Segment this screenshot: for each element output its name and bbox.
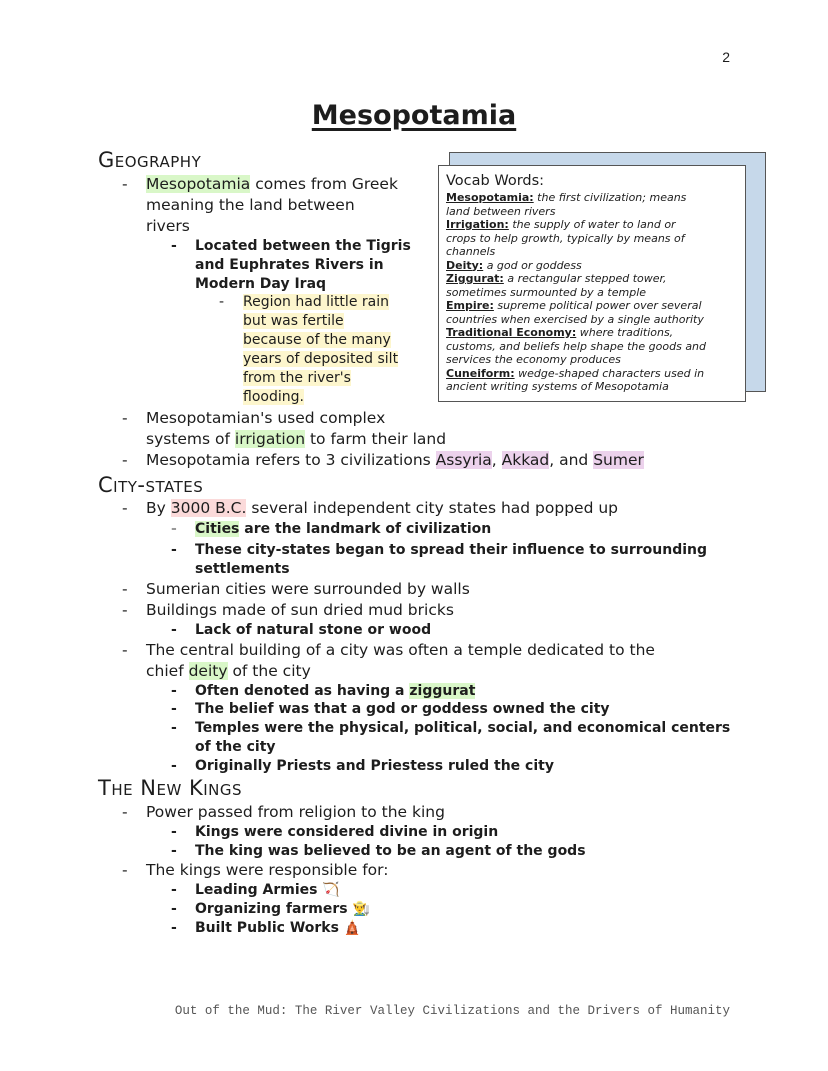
vocab-definition: supreme political power over several — [493, 299, 702, 312]
list-text: several independent city states had popped up — [246, 499, 619, 517]
list-text: By — [146, 499, 171, 517]
list-item — [122, 860, 389, 881]
bullet-dash: - — [171, 824, 177, 840]
highlight-text: years of deposited silt — [243, 351, 399, 367]
vocab-entry — [446, 367, 745, 381]
list-text: Sumerian cities were surrounded by walls — [146, 580, 470, 598]
bullet-dash: - — [219, 294, 225, 310]
highlight-term: ziggurat — [409, 683, 476, 699]
list-item — [171, 919, 362, 938]
list-text: of the city — [227, 662, 311, 680]
page-number: 2 — [722, 49, 730, 65]
list-text: , and — [549, 451, 594, 469]
list-text: systems of — [146, 430, 235, 448]
list-text-line — [243, 369, 351, 388]
vocab-definition-line: land between rivers — [446, 204, 556, 218]
vocab-definition-line: channels — [446, 245, 496, 258]
page-footer: Out of the Mud: The River Valley Civilizations and the Drivers of Humanity — [174, 1004, 730, 1018]
list-item — [171, 881, 340, 900]
list-text: Built Public Works — [195, 920, 344, 936]
bullet-dash: - — [171, 238, 177, 254]
list-text: Lack of natural stone or wood — [195, 622, 432, 638]
list-item — [171, 823, 499, 842]
bullet-dash: - — [122, 641, 128, 659]
list-item — [171, 719, 731, 738]
highlight-text: flooding. — [243, 389, 304, 405]
list-item — [171, 520, 492, 539]
list-item — [219, 293, 389, 312]
list-text: , — [491, 451, 502, 469]
bullet-dash: - — [171, 843, 177, 859]
vocab-entry — [446, 299, 745, 313]
bullet-dash: - — [171, 701, 177, 717]
list-item — [122, 802, 445, 823]
temple-icon: 🛕 — [343, 920, 362, 936]
highlight-text: but was fertile — [243, 313, 344, 329]
list-text: Temples were the physical, political, social, and economical centers — [195, 720, 731, 736]
bullet-dash: - — [122, 409, 128, 427]
vocab-term: Traditional Economy: — [446, 326, 577, 339]
section-heading-new-kings: The New Kings — [98, 776, 243, 800]
highlight-term: irrigation — [234, 430, 306, 448]
bullet-dash: - — [122, 175, 128, 193]
list-item — [171, 237, 411, 256]
bullet-dash: - — [171, 901, 177, 917]
highlight-civilization: Sumer — [593, 451, 644, 469]
highlight-text: Region had little rain — [243, 294, 389, 310]
list-text-line: meaning the land between — [146, 196, 355, 214]
list-text: chief — [146, 662, 189, 680]
bullet-dash: - — [122, 861, 128, 879]
bullet-dash: - — [171, 882, 177, 898]
list-text-line — [243, 388, 304, 407]
list-text-line — [146, 661, 311, 682]
vocab-entry — [446, 259, 745, 273]
highlight-term: Cities — [195, 521, 240, 537]
vocab-box — [438, 165, 746, 402]
farmer-icon: 👨‍🌾 — [352, 901, 370, 917]
list-item — [122, 579, 470, 600]
bullet-dash: - — [122, 601, 128, 619]
vocab-definition-line: services the economy produces — [446, 353, 621, 366]
vocab-definition: where traditions, — [576, 326, 674, 339]
list-text-line — [146, 429, 446, 450]
vocab-entry — [446, 272, 745, 286]
vocab-entry — [446, 326, 745, 340]
list-item — [122, 498, 619, 519]
vocab-term: Irrigation: — [446, 218, 509, 231]
vocab-term: Empire: — [446, 299, 494, 312]
vocab-definition: the supply of water to land or — [508, 218, 676, 231]
highlight-date: 3000 B.C. — [170, 499, 247, 517]
bullet-dash: - — [122, 451, 128, 469]
vocab-definition-line: ancient writing systems of Mesopotamia — [446, 380, 669, 393]
bullet-dash: - — [171, 920, 177, 936]
list-text: These city-states began to spread their influence to surrounding — [195, 542, 708, 558]
list-text: The belief was that a god or goddess owned the city — [195, 701, 610, 717]
vocab-entry — [446, 191, 745, 205]
bullet-dash: - — [122, 580, 128, 598]
list-item — [171, 900, 370, 919]
vocab-heading: Vocab Words: — [446, 173, 545, 189]
highlight-term: Mesopotamia — [146, 175, 251, 193]
list-text: The king was believed to be an agent of the gods — [195, 843, 586, 859]
list-item — [171, 541, 708, 560]
section-heading-geography: Geography — [98, 148, 202, 172]
vocab-definition-line: customs, and beliefs help shape the goods and — [446, 339, 707, 353]
highlight-civilization: Akkad — [501, 451, 550, 469]
vocab-definition-line: crops to help growth, typically by means of — [446, 231, 685, 245]
vocab-definition: wedge-shaped characters used in — [514, 366, 705, 380]
list-item — [122, 174, 398, 195]
list-text: Originally Priests and Priestess ruled the city — [195, 758, 554, 774]
list-text: are the landmark of civilization — [239, 521, 492, 537]
list-item — [122, 600, 454, 621]
list-text-line: of the city — [195, 739, 276, 755]
section-heading-city-states: City-states — [98, 473, 204, 497]
list-item — [122, 450, 644, 471]
list-text: comes from Greek — [250, 175, 398, 193]
vocab-term: Deity: — [446, 258, 484, 272]
list-item — [122, 640, 655, 661]
list-text: The kings were responsible for: — [146, 861, 389, 879]
highlight-text: from the river's — [243, 370, 351, 386]
list-item — [171, 621, 432, 640]
list-text: The central building of a city was often a temple dedicated to the — [146, 641, 655, 659]
list-item — [122, 408, 386, 429]
bullet-dash: - — [171, 720, 177, 736]
list-item — [171, 757, 554, 776]
list-text-line: settlements — [195, 561, 290, 577]
list-item — [171, 682, 476, 701]
vocab-definition: the first civilization; means — [533, 191, 687, 204]
list-text: Power passed from religion to the king — [146, 803, 445, 821]
list-text: to farm their land — [305, 430, 447, 448]
vocab-definition: a rectangular stepped tower, — [503, 272, 667, 285]
list-text-line: and Euphrates Rivers in — [195, 257, 384, 273]
vocab-term: Ziggurat: — [446, 272, 504, 285]
bullet-dash: - — [122, 803, 128, 821]
bullet-dash: - — [122, 499, 128, 517]
vocab-entry — [446, 218, 745, 232]
vocab-definition-line: countries when exercised by a single authority — [446, 312, 704, 326]
list-text: Often denoted as having a — [195, 683, 410, 699]
list-text: Mesopotamian's used complex — [146, 409, 386, 427]
list-text-line — [243, 350, 398, 369]
list-text: Located between the Tigris — [195, 238, 411, 254]
highlight-text: because of the many — [243, 332, 391, 348]
list-text-line: rivers — [146, 217, 190, 235]
list-text: Mesopotamia refers to 3 civilizations — [146, 451, 436, 469]
list-text: Leading Armies — [195, 882, 323, 898]
vocab-definition-line: sometimes surmounted by a temple — [446, 285, 647, 299]
list-text: Buildings made of sun dried mud bricks — [146, 601, 454, 619]
list-text-line — [243, 312, 344, 331]
bullet-dash: - — [171, 683, 177, 699]
list-item — [171, 842, 586, 861]
bow-and-arrow-icon: 🏹 — [322, 882, 340, 898]
bullet-dash: - — [171, 521, 177, 537]
highlight-civilization: Assyria — [435, 451, 492, 469]
bullet-dash: - — [171, 542, 177, 558]
list-item — [171, 700, 610, 719]
vocab-definition: a god or goddess — [483, 258, 582, 272]
bullet-dash: - — [171, 758, 177, 774]
list-text: Organizing farmers — [195, 901, 353, 917]
bullet-dash: - — [171, 622, 177, 638]
highlight-term: deity — [188, 662, 228, 680]
page-title: Mesopotamia — [311, 100, 517, 131]
vocab-term: Mesopotamia: — [446, 191, 534, 204]
list-text-line — [243, 331, 391, 350]
vocab-term: Cuneiform: — [446, 366, 515, 380]
list-text-line: Modern Day Iraq — [195, 276, 327, 292]
list-text: Kings were considered divine in origin — [195, 824, 499, 840]
